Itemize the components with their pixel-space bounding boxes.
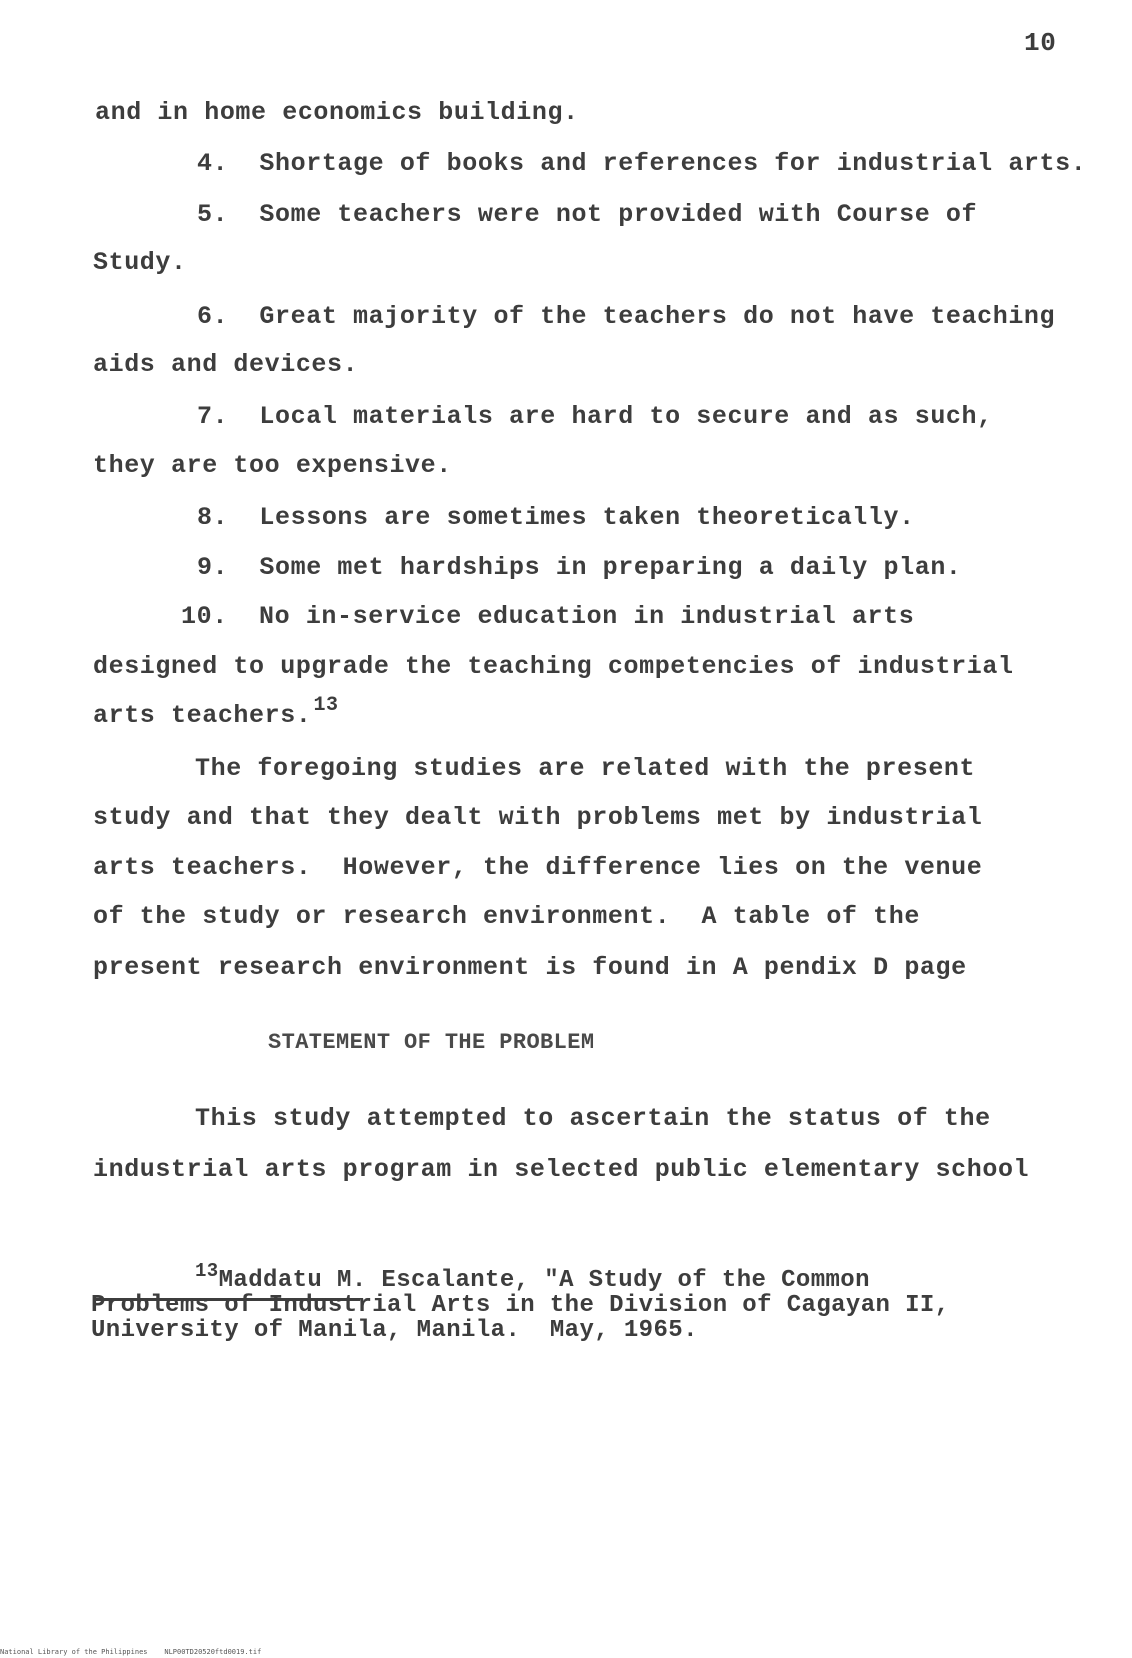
footnote-line: Problems of Industrial Arts in the Division of Cagayan II,	[91, 1292, 950, 1319]
paragraph-start: The foregoing studies are related with the present	[195, 754, 976, 783]
paragraph-start: This study attempted to ascertain the status of the	[195, 1104, 991, 1133]
text-line: industrial arts program in selected public elementary school	[93, 1155, 1030, 1184]
list-item-4: 4. Shortage of books and references for industrial arts.	[197, 149, 1087, 178]
list-item-7: 7. Local materials are hard to secure and as such,	[197, 402, 993, 431]
text-line: Study.	[93, 248, 187, 277]
text-line: present research environment is found in A pendix D page	[93, 953, 967, 982]
list-item-6: 6. Great majority of the teachers do not have teaching	[197, 302, 1056, 331]
scan-credit: National Library of the Philippines NLP00TD20520ftd0019.tif	[0, 1648, 262, 1656]
text-segment: arts teachers.	[93, 701, 312, 730]
footnote-line: University of Manila, Manila. May, 1965.	[91, 1317, 698, 1344]
text-line: of the study or research environment. A table of the	[93, 902, 920, 931]
text-line: study and that they dealt with problems met by industrial	[93, 803, 983, 832]
list-item-10: 10. No in-service education in industrial arts	[181, 602, 915, 631]
list-item-5: 5. Some teachers were not provided with Course of	[197, 200, 978, 229]
footnote-line	[195, 1260, 870, 1294]
text-line: aids and devices.	[93, 350, 359, 379]
page-number: 10	[1024, 28, 1057, 58]
list-item-8: 8. Lessons are sometimes taken theoretically.	[197, 503, 915, 532]
footnote-text: Maddatu M. Escalante, "A Study of the Common	[218, 1267, 870, 1294]
text-line: they are too expensive.	[93, 451, 452, 480]
footnote-marker: 13	[195, 1260, 219, 1282]
footnote-reference: 13	[313, 694, 339, 717]
text-line: designed to upgrade the teaching competencies of industrial	[93, 652, 1014, 681]
list-item-9: 9. Some met hardships in preparing a daily plan.	[197, 553, 962, 582]
text-line: and in home economics building.	[95, 98, 579, 127]
text-line-with-footnote-ref	[93, 694, 339, 733]
section-heading: STATEMENT OF THE PROBLEM	[268, 1030, 595, 1055]
text-line: arts teachers. However, the difference lies on the venue	[93, 853, 983, 882]
